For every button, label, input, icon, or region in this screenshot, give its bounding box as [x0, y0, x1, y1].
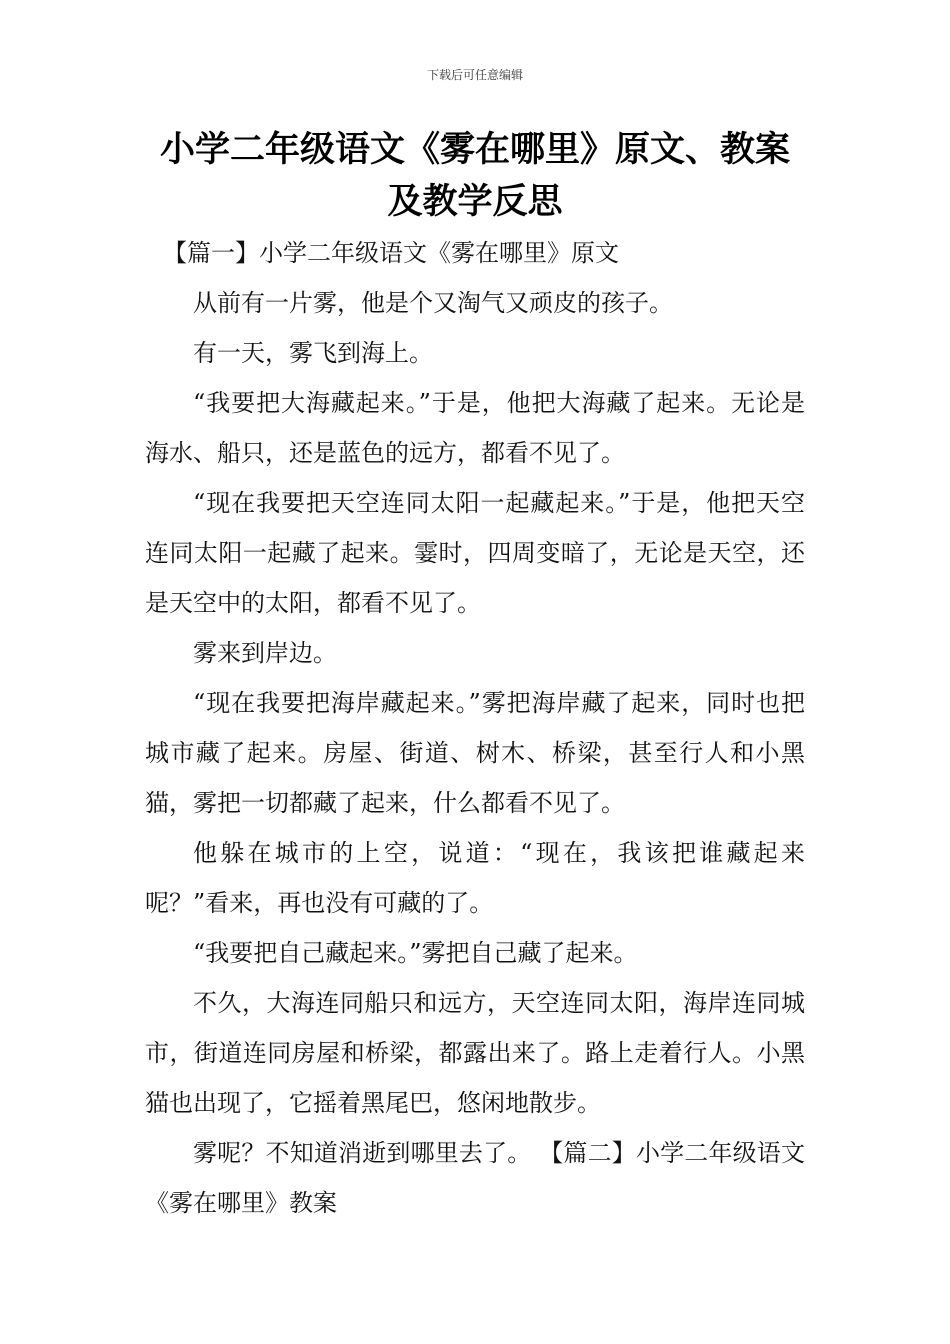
- document-body: [145, 228, 805, 1228]
- section-heading: 【篇一】小学二年级语文《雾在哪里》原文: [163, 239, 619, 267]
- paragraph: “我要把自己藏起来。”雾把自己藏了起来。: [193, 939, 638, 967]
- paragraph: “现在我要把天空连同太阳一起藏起来。”于是，他把天空连同太阳一起藏了起来。霎时，四周变暗了，无论是天空，还是天空中的太阳，都看不见了。: [145, 489, 805, 617]
- paragraph: “现在我要把海岸藏起来。”雾把海岸藏了起来，同时也把城市藏了起来。房屋、街道、树木、桥梁，甚至行人和小黑猫，雾把一切都藏了起来，什么都看不见了。: [145, 689, 805, 817]
- document-title: 小学二年级语文《雾在哪里》原文、教案及教学反思: [159, 130, 790, 222]
- paragraph: “我要把大海藏起来。”于是，他把大海藏了起来。无论是海水、船只，还是蓝色的远方，都看不见了。: [145, 389, 805, 467]
- paragraph: 雾呢？不知道消逝到哪里去了。 【篇二】小学二年级语文《雾在哪里》教案: [145, 1139, 805, 1217]
- paragraph: 雾来到岸边。: [193, 639, 337, 667]
- paragraph: 他躲在城市的上空，说道：“现在，我该把谁藏起来呢？”看来，再也没有可藏的了。: [145, 839, 805, 917]
- paragraph: 从前有一片雾，他是个又淘气又顽皮的孩子。: [193, 289, 673, 317]
- paragraph: 有一天，雾飞到海上。: [193, 339, 433, 367]
- paragraph: 不久，大海连同船只和远方，天空连同太阳，海岸连同城市，街道连同房屋和桥梁，都露出来了。路上走着行人。小黑猫也出现了，它摇着黑尾巴，悠闲地散步。: [145, 989, 805, 1117]
- header-note: 下载后可任意编辑: [426, 68, 523, 82]
